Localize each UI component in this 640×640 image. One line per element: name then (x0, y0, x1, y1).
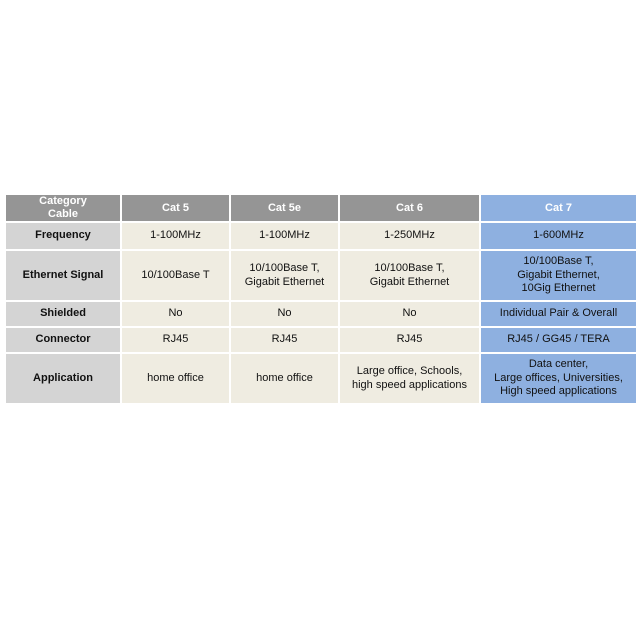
cell-frequency-cat6: 1-250MHz (340, 223, 479, 249)
row-label-frequency: Frequency (6, 223, 120, 249)
cell-ethernet-signal-cat7: 10/100Base T, Gigabit Ethernet, 10Gig Ethernet (481, 251, 636, 300)
cell-application-cat7: Data center, Large offices, Universities, High speed applications (481, 354, 636, 403)
cell-connector-cat7: RJ45 / GG45 / TERA (481, 328, 636, 352)
cell-ethernet-signal-cat5: 10/100Base T (122, 251, 229, 300)
cable-category-table (4, 193, 638, 405)
cell-connector-cat5: RJ45 (122, 328, 229, 352)
cell-shielded-cat5: No (122, 302, 229, 326)
row-label-shielded: Shielded (6, 302, 120, 326)
cell-connector-cat6: RJ45 (340, 328, 479, 352)
column-header-cat7: Cat 7 (481, 195, 636, 221)
cell-ethernet-signal-cat5e: 10/100Base T, Gigabit Ethernet (231, 251, 338, 300)
column-header-cat6: Cat 6 (340, 195, 479, 221)
cell-shielded-cat7: Individual Pair & Overall (481, 302, 636, 326)
table-header-row (6, 195, 636, 221)
table-row-shielded (6, 302, 636, 326)
column-header-cat5: Cat 5 (122, 195, 229, 221)
cell-ethernet-signal-cat6: 10/100Base T, Gigabit Ethernet (340, 251, 479, 300)
cell-frequency-cat5e: 1-100MHz (231, 223, 338, 249)
row-label-ethernet-signal: Ethernet Signal (6, 251, 120, 300)
cell-application-cat5: home office (122, 354, 229, 403)
table-row-frequency (6, 223, 636, 249)
table-row-application (6, 354, 636, 403)
cell-shielded-cat5e: No (231, 302, 338, 326)
column-header-cat5e: Cat 5e (231, 195, 338, 221)
row-label-application: Application (6, 354, 120, 403)
row-label-connector: Connector (6, 328, 120, 352)
table-row-ethernet-signal (6, 251, 636, 300)
cell-application-cat5e: home office (231, 354, 338, 403)
cell-frequency-cat5: 1-100MHz (122, 223, 229, 249)
cell-frequency-cat7: 1-600MHz (481, 223, 636, 249)
table-row-connector (6, 328, 636, 352)
cell-shielded-cat6: No (340, 302, 479, 326)
cell-connector-cat5e: RJ45 (231, 328, 338, 352)
cell-application-cat6: Large office, Schools, high speed applications (340, 354, 479, 403)
corner-header-category-cable: Category Cable (6, 195, 120, 221)
